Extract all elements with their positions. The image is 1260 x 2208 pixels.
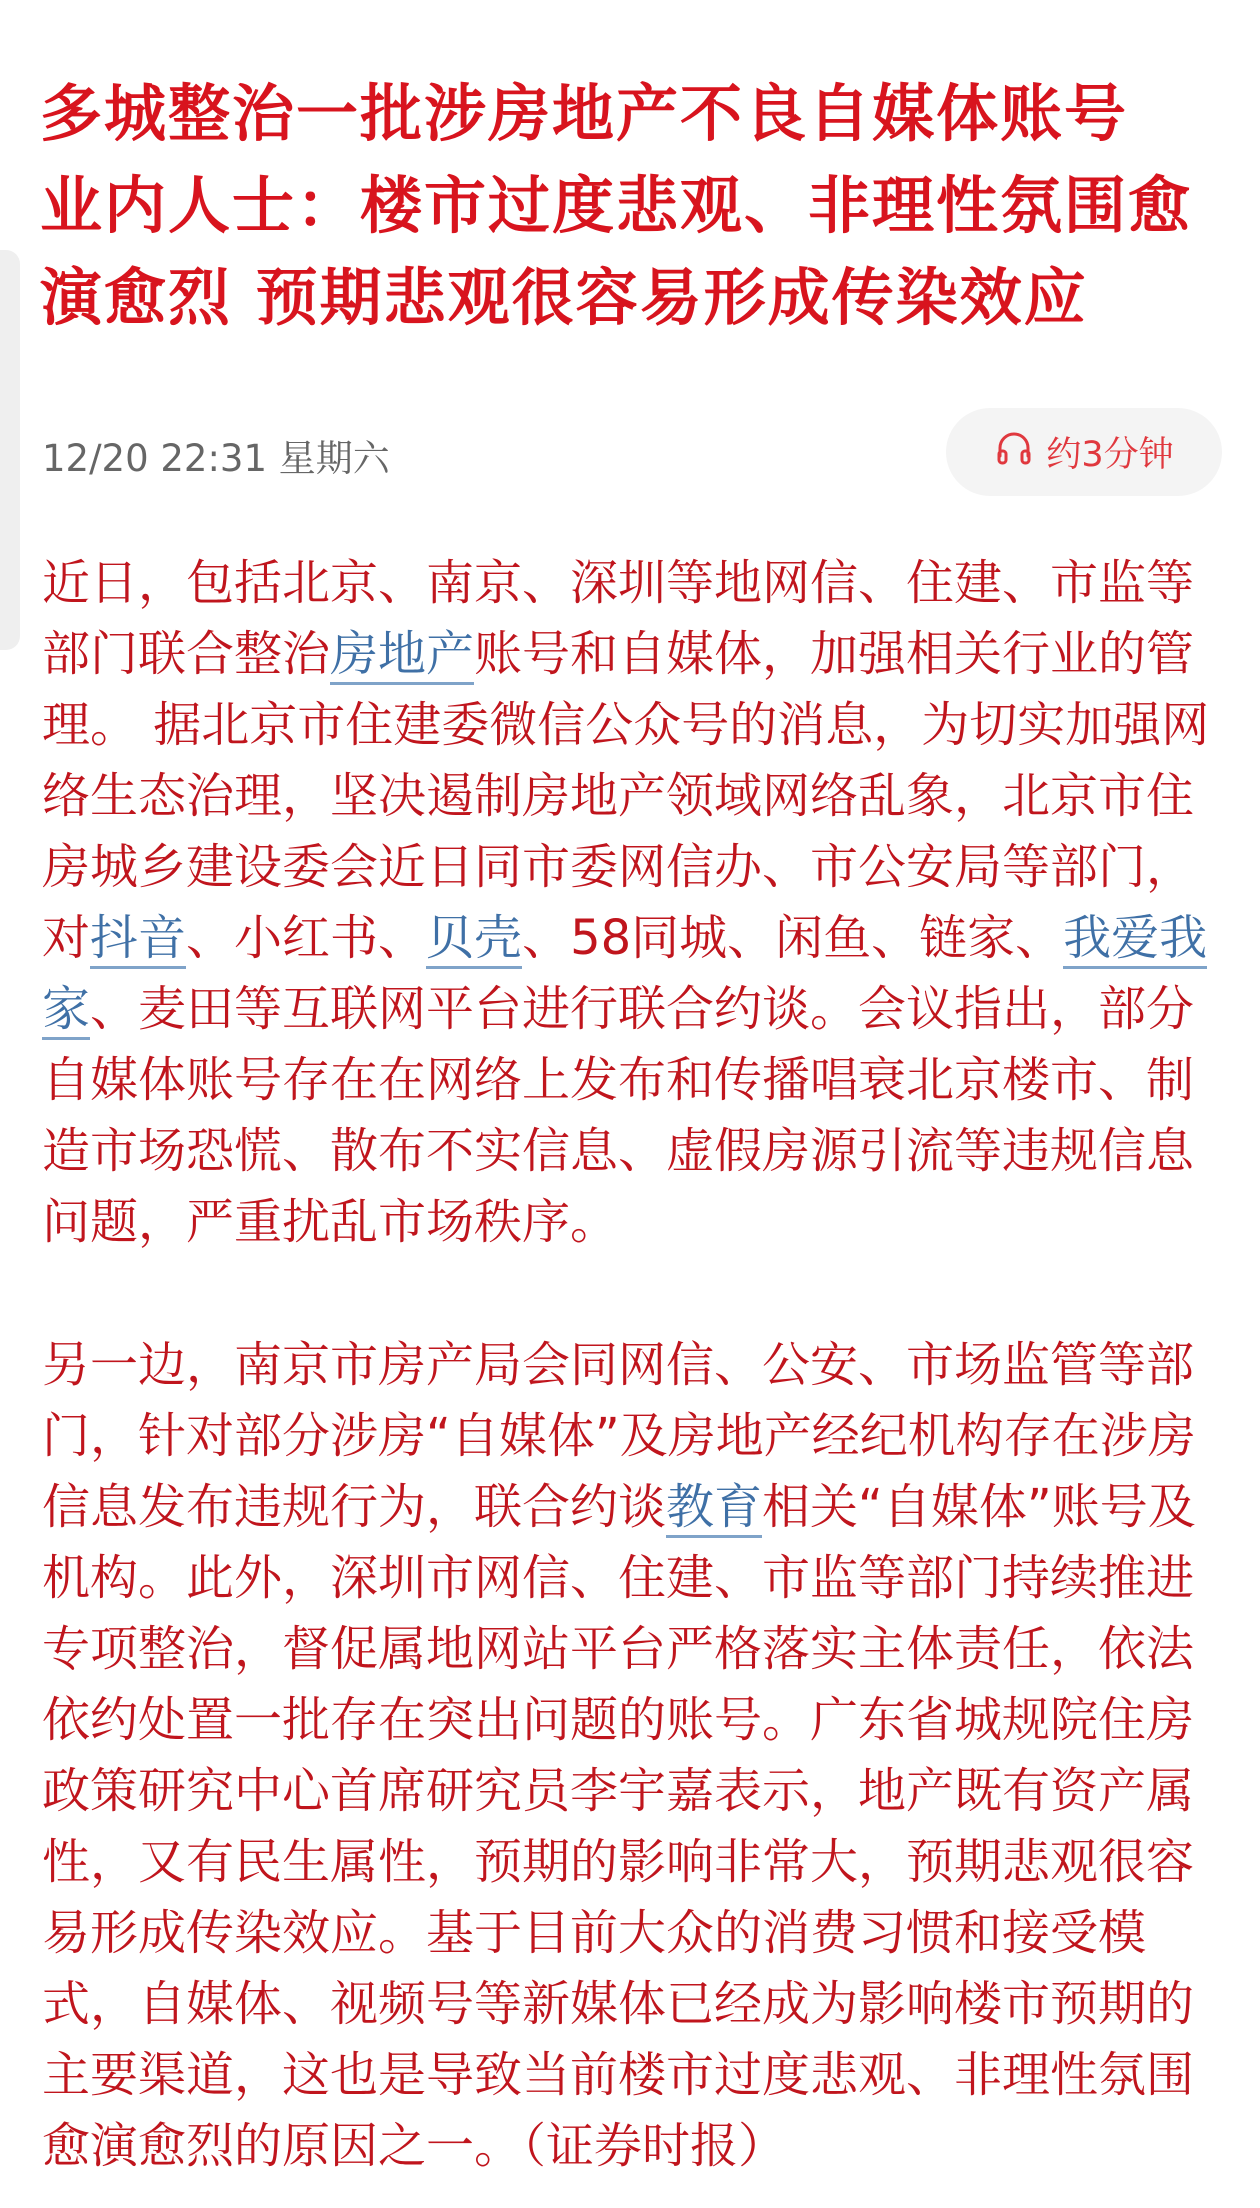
text-line [42,974,1232,1045]
article-title [40,68,1240,344]
text-line [42,832,1232,903]
keyword-link[interactable]: 房地产 [330,626,474,685]
text-line [42,903,1232,974]
text-line [42,1401,1232,1472]
text-line [42,1756,1232,1827]
text-segment: 、麦田等互联网平台进行联合约谈。会议指出，部分 [90,981,1195,1037]
text-line [42,2040,1232,2111]
text-line [42,1472,1232,1543]
listen-duration: 约3分钟 [1046,435,1174,475]
text-line [42,1614,1232,1685]
text-line [42,761,1232,832]
keyword-link[interactable]: 家 [42,981,90,1040]
title-line: 演愈烈 预期悲观很容易形成传染效应 [40,261,1088,334]
text-segment: 性，又有民生属性，预期的影响非常大，预期悲观很容 [42,1834,1195,1890]
keyword-link[interactable]: 抖音 [90,910,186,969]
text-segment: 理。 据北京市住建委微信公众号的消息，为切实加强网 [42,697,1210,753]
text-segment: 造市场恐慌、散布不实信息、虚假房源引流等违规信息 [42,1123,1195,1179]
keyword-link[interactable]: 教育 [666,1479,762,1538]
text-segment: 络生态治理，坚决遏制房地产领域网络乱象，北京市住 [42,768,1195,824]
text-segment: 愈演愈烈的原因之一。（证券时报） [42,2118,787,2174]
text-segment: 、小红书、 [186,910,427,966]
text-line [42,619,1232,690]
text-line [42,1045,1232,1116]
text-segment: 相关“自媒体”账号及 [762,1479,1196,1535]
text-segment: 主要渠道，这也是导致当前楼市过度悲观、非理性氛围 [42,2047,1195,2103]
title-line: 业内人士：楼市过度悲观、非理性氛围愈 [40,169,1193,242]
text-line [42,1116,1232,1187]
text-line [42,2111,1232,2182]
text-line [42,1898,1232,1969]
text-segment: 政策研究中心首席研究员李宇嘉表示，地产既有资产属 [42,1763,1195,1819]
text-segment: 对 [42,910,91,966]
text-segment: 依约处置一批存在突出问题的账号。广东省城规院住房 [42,1692,1195,1748]
text-line [42,1827,1232,1898]
paragraph-2 [42,1330,1232,2182]
text-line [42,690,1232,761]
text-line [42,1685,1232,1756]
title-line: 多城整治一批涉房地产不良自媒体账号 [40,77,1129,150]
text-segment: 门，针对部分涉房“自媒体”及房地产经纪机构存在涉房 [42,1408,1196,1464]
text-segment: 近日，包括北京、南京、深圳等地网信、住建、市监等 [42,555,1195,611]
text-segment: 部门联合整治 [42,626,331,682]
listen-button[interactable] [946,408,1222,496]
text-line [42,1543,1232,1614]
text-segment: 账号和自媒体，加强相关行业的管 [474,626,1195,682]
text-line [42,1969,1232,2040]
publish-date: 12/20 22:31 星期六 [42,437,390,480]
paragraph-1 [42,548,1232,1258]
text-segment: 信息发布违规行为，联合约谈 [42,1479,667,1535]
text-segment: 另一边，南京市房产局会同网信、公安、市场监管等部 [42,1337,1195,1393]
text-line [42,1187,1232,1258]
text-segment: 、58同城、闲鱼、链家、 [522,910,1064,966]
text-line [42,1330,1232,1401]
text-segment: 房城乡建设委会近日同市委网信办、市公安局等部门， [42,839,1195,895]
text-segment: 自媒体账号存在在网络上发布和传播唱衰北京楼市、制 [42,1052,1195,1108]
headphones-icon [994,428,1034,477]
keyword-link[interactable]: 贝壳 [426,910,522,969]
text-segment: 易形成传染效应。基于目前大众的消费习惯和接受模 [42,1905,1147,1961]
text-segment: 式，自媒体、视频号等新媒体已经成为影响楼市预期的 [42,1976,1195,2032]
text-segment: 问题，严重扰乱市场秩序。 [42,1194,619,1250]
text-line [42,548,1232,619]
text-segment: 机构。此外，深圳市网信、住建、市监等部门持续推进 [42,1550,1195,1606]
text-segment: 专项整治，督促属地网站平台严格落实主体责任，依法 [42,1621,1195,1677]
keyword-link[interactable]: 我爱我 [1063,910,1207,969]
side-scroll-edge [0,250,20,650]
